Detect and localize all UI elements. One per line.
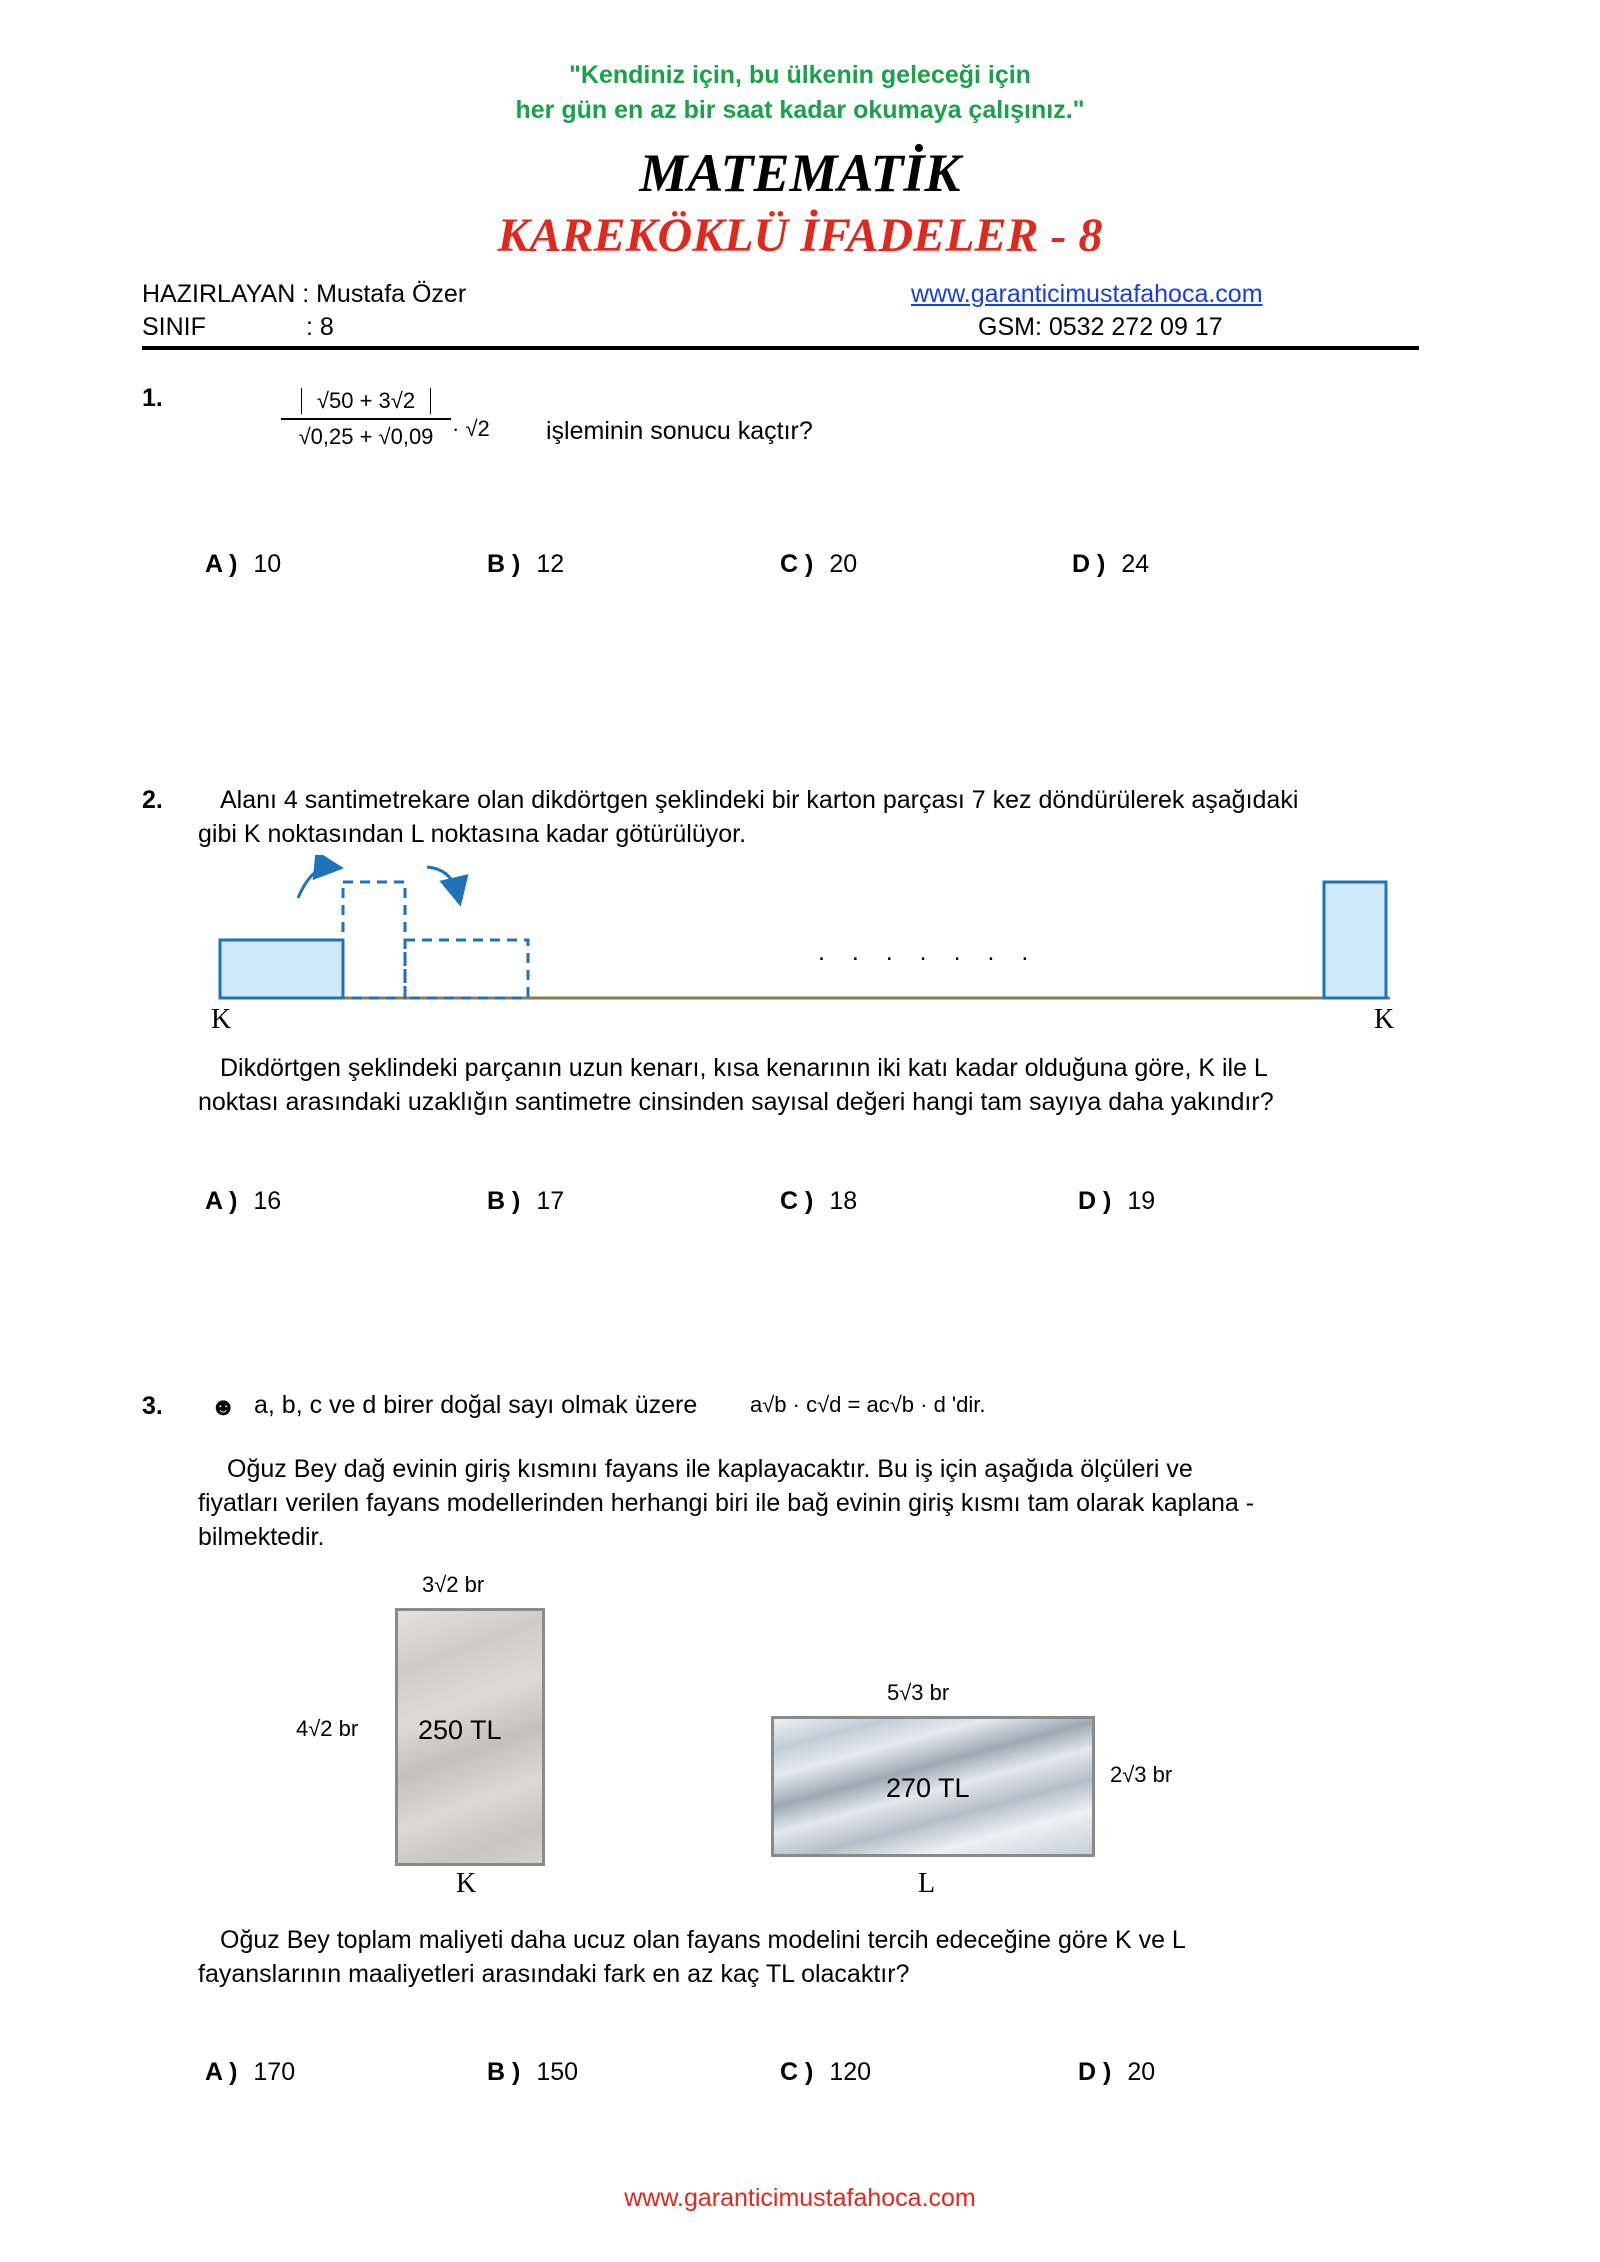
- question-3-number: 3.: [142, 1392, 163, 1420]
- question-3-question-line2: fayanslarının maaliyetleri arasındaki fark en az kaç TL olacaktır?: [198, 1960, 910, 1988]
- q3-option-b[interactable]: B ) 150: [487, 2058, 579, 2086]
- motto-line-1: "Kendiniz için, bu ülkenin geleceği için: [569, 61, 1031, 89]
- tile-k-image: [395, 1608, 545, 1866]
- rotation-arrow-2: [427, 867, 458, 895]
- motto-line-2: her gün en az bir saat kadar okumaya çalışınız.": [515, 96, 1085, 124]
- author-label: HAZIRLAYAN : Mustafa Özer: [142, 280, 467, 308]
- question-3-text-line1: Oğuz Bey dağ evinin giriş kısmını fayans ile kaplayacaktır. Bu iş için aşağıda ölçüleri ve: [227, 1455, 1193, 1483]
- question-2-question-line2: noktası arasındaki uzaklığın santimetre cinsinden sayısal değeri hangi tam sayıya daha yakındır?: [198, 1088, 1274, 1116]
- fraction-denominator: √0,25 + √0,09: [298, 424, 434, 449]
- question-3-question-line1: Oğuz Bey toplam maliyeti daha ucuz olan fayans modelini tercih edeceğine göre K ve L: [220, 1926, 1186, 1954]
- question-3-formula: a√b · c√d = ac√b · d 'dir.: [750, 1392, 986, 1417]
- footer-website-link[interactable]: www.garanticimustafahoca.com: [624, 2184, 976, 2212]
- website-link[interactable]: www.garanticimustafahoca.com: [911, 280, 1263, 308]
- question-1-multiplier: · √2: [452, 416, 490, 441]
- question-2-number: 2.: [142, 786, 163, 814]
- tile-l-width-label: 5√3 br: [887, 1680, 950, 1705]
- question-1-text: işleminin sonucu kaçtır?: [546, 417, 813, 445]
- question-1-number: 1.: [142, 384, 163, 412]
- q2-option-c[interactable]: C ) 18: [780, 1187, 858, 1215]
- smiley-icon: ☻: [210, 1393, 237, 1421]
- page-subtitle: KAREKÖKLÜ İFADELER - 8: [497, 209, 1103, 262]
- q2-option-b[interactable]: B ) 17: [487, 1187, 565, 1215]
- end-rectangle: [1324, 882, 1386, 998]
- q2-option-d[interactable]: D ) 19: [1078, 1187, 1156, 1215]
- question-3-text-line2: fiyatları verilen fayans modellerinden herhangi biri ile bağ evinin giriş kısmı tam olarak kaplana -: [198, 1489, 1255, 1517]
- rotated-rectangle-1: [343, 882, 405, 998]
- tile-k-name: K: [456, 1868, 477, 1899]
- tile-k-height-label: 4√2 br: [296, 1716, 359, 1741]
- fraction-bar: [281, 418, 451, 420]
- tile-l-price: 270 TL: [886, 1773, 970, 1803]
- q3-option-a[interactable]: A ) 170: [205, 2058, 296, 2086]
- question-1-fraction: [281, 388, 451, 450]
- question-3-rule-text: a, b, c ve d birer doğal sayı olmak üzere: [254, 1391, 698, 1419]
- rotation-arrow-1: [298, 867, 332, 898]
- q2-option-a[interactable]: A ) 16: [205, 1187, 282, 1215]
- question-2-text-line1: Alanı 4 santimetrekare olan dikdörtgen şeklindeki bir karton parçası 7 kez döndürülerek aşağıdaki: [220, 786, 1299, 814]
- question-2-question-line1: Dikdörtgen şeklindeki parçanın uzun kenarı, kısa kenarının iki katı kadar olduğuna göre, K ile L: [220, 1054, 1268, 1082]
- continuation-dots: . . . . . . .: [818, 938, 1039, 966]
- question-3-text-line3: bilmektedir.: [198, 1523, 325, 1551]
- tile-l-height-label: 2√3 br: [1110, 1762, 1173, 1787]
- q1-option-b[interactable]: B ) 12: [487, 550, 565, 578]
- header-divider: [142, 346, 1419, 350]
- q1-option-d[interactable]: D ) 24: [1072, 550, 1150, 578]
- q3-option-d[interactable]: D ) 20: [1078, 2058, 1156, 2086]
- tile-k-width-label: 3√2 br: [422, 1572, 485, 1597]
- question-2-text-line2: gibi K noktasından L noktasına kadar götürülüyor.: [198, 820, 747, 848]
- rotated-rectangle-2: [405, 940, 528, 998]
- q3-option-c[interactable]: C ) 120: [780, 2058, 872, 2086]
- start-rectangle: [220, 940, 343, 998]
- class-label: SINIF: [142, 313, 206, 341]
- gsm-number: GSM: 0532 272 09 17: [978, 313, 1223, 341]
- tile-l-image: [771, 1716, 1095, 1857]
- q1-option-a[interactable]: A ) 10: [205, 550, 282, 578]
- rotation-diagram: [200, 855, 1420, 1005]
- point-k-right: K: [1374, 1004, 1395, 1035]
- fraction-numerator: √50 + 3√2: [301, 388, 431, 414]
- tile-l-name: L: [918, 1868, 936, 1899]
- q1-option-c[interactable]: C ) 20: [780, 550, 858, 578]
- tile-k-price: 250 TL: [418, 1715, 502, 1745]
- point-k-left: K: [211, 1004, 232, 1035]
- class-value: : 8: [306, 313, 334, 341]
- page-title: MATEMATİK: [639, 143, 961, 203]
